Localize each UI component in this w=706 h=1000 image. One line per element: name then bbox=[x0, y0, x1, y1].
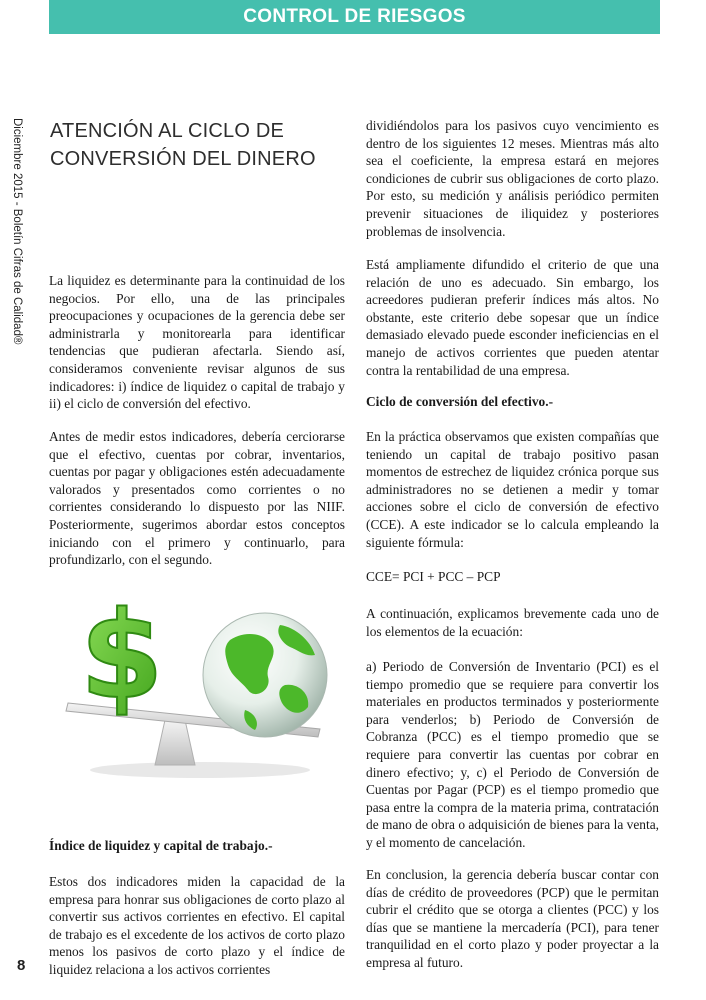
heading-liquidity-index: Índice de liquidez y capital de trabajo.- bbox=[49, 838, 273, 853]
sidebar-text: Diciembre 2015 - Boletín Cifras de Calidad® bbox=[11, 118, 23, 345]
paragraph-definitions: a) Periodo de Conversión de Inventario (PCI) es el tiempo promedio que se requiere para convertir los materiales en productos terminados y posteriormente para venderlos; b) Periodo de Conversión de Cobranza (PCC) es el tiempo promedio que se requiere para convertir las cuentas por cobrar en dinero efectivo; y, c) el Periodo de Conversión de Cuentas por Pagar (PCP) es el tiempo promedio que pasa entre la compra de la materia prima, contratación de mano de obra o adquisición de bienes para la venta, y el momento de cancelación. bbox=[366, 659, 659, 850]
paragraph-coefficient: dividiéndolos para los pasivos cuyo vencimiento es dentro de los siguientes 12 meses. Mientras más alto sea el coeficiente, la empresa estará en mejores condiciones de cubrir sus obligaciones de corto plazo. Por esto, su medición y análisis periódico permiten prevenir situaciones de iliquidez y posteriores problemas de insolvencia. bbox=[366, 118, 659, 239]
section-banner bbox=[49, 0, 660, 34]
paragraph-intro: La liquidez es determinante para la continuidad de los negocios. Por ello, una de las principales preocupaciones y ocupaciones de la gerencia debe ser administrarla y monitorearla para identificar tendencias que pudieran afectarla. Siendo así, consideramos conveniente revisar algunos de sus indicadores: i) índice de liquidez o capital de trabajo y ii) el ciclo de conversión del efectivo. bbox=[49, 273, 345, 412]
paragraph-criterion: Está ampliamente difundido el criterio de que una relación de uno es adecuado. Sin embargo, los acreedores pudieran preferir índices más altos. No obstante, este criterio debe sopesar que un índice demasiado elevado puede esconder ineficiencias en el manejo de activos corrientes que pueden atentar contra la rentabilidad de una empresa. bbox=[366, 257, 659, 378]
paragraph-conclusion: En conclusion, la gerencia debería buscar contar con días de crédito de proveedores (PCP) que le permitan cubrir el crédito que se otorga a clientes (PCC) y los días que se mantiene la mercadería (PCI), para tener tranquilidad en el corto plazo y poder proyectar a la empresa al futuro. bbox=[366, 867, 659, 970]
section-title: CONTROL DE RIESGOS bbox=[243, 6, 466, 27]
heading-cash-cycle: Ciclo de conversión del efectivo.- bbox=[366, 394, 554, 409]
article-title bbox=[50, 117, 350, 173]
page-number: 8 bbox=[17, 957, 26, 974]
sidebar-publication-info bbox=[5, 118, 27, 358]
paragraph-practice: En la práctica observamos que existen compañías que teniendo un capital de trabajo positivo pasan momentos de estrechez de liquidez crónica porque sus administradores no se detienen a medir y tomar acciones sobre el ciclo de conversión de efectivo (CCE). A este indicador se lo calcula empleando la siguiente fórmula: bbox=[366, 429, 659, 550]
dollar-sign-icon: $ bbox=[80, 587, 164, 726]
paragraph-indicators: Estos dos indicadores miden la capacidad de la empresa para honrar sus obligaciones de corto plazo al convertir sus activos corrientes en efectivo. El capital de trabajo es el excedente de los activos de corto plazo menos los pasivos de corto plazo y el índice de liquidez relaciona a los activos corrientes bbox=[49, 874, 345, 977]
dollar-globe-balance-icon bbox=[60, 585, 340, 785]
paragraph-continuation: A continuación, explicamos brevemente cada uno de los elementos de la ecuación: bbox=[366, 606, 659, 639]
title-line-1: ATENCIÓN AL CICLO DE bbox=[50, 120, 285, 142]
formula: CCE= PCI + PCC – PCP bbox=[366, 569, 501, 584]
title-line-2: CONVERSIÓN DEL DINERO bbox=[50, 148, 316, 170]
paragraph-measure: Antes de medir estos indicadores, debería cerciorarse que el efectivo, cuentas por cobrar, inventarios, cuentas por pagar y obligaciones estén adecuadamente valorados y presentados como corrientes o no corrientes considerando lo dispuesto por las NIIF. Posteriormente, sugerimos abordar estos conceptos iniciando con el primero y continuarlo, para profundizarlo, con el segundo. bbox=[49, 429, 345, 568]
